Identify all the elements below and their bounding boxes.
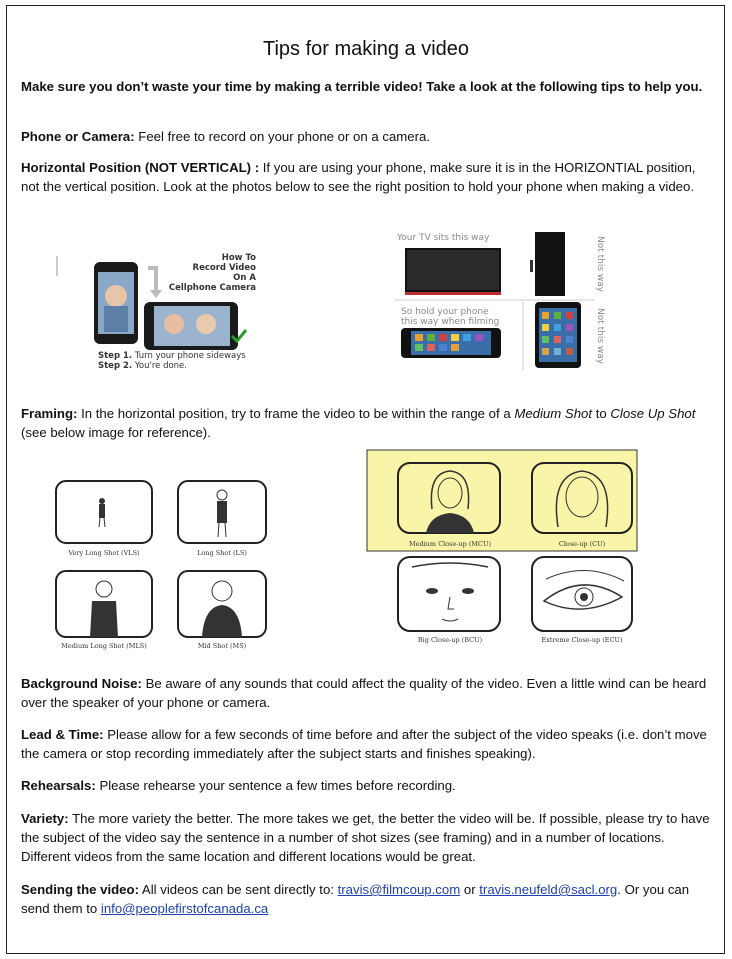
variety-label: Variety: [21, 811, 69, 826]
lead-time-label: Lead & Time: [21, 727, 104, 742]
caption-mcu: Medium Close-up (MCU) [408, 540, 492, 548]
how-to-line-3: On A [233, 273, 256, 283]
background-noise-label: Background Noise: [21, 676, 142, 691]
horizontal-text: If you are using your phone, make sure it is in the HORIZONTIAL position, not the vertical position. Look at the photos below to see the right position to hold your phone when making a video. [21, 160, 696, 194]
email-link-peoplefirst[interactable]: info@peoplefirstofcanada.ca [100, 901, 269, 916]
caption-ecu: Extreme Close-up (ECU) [541, 636, 623, 644]
sending-text-2: or [460, 882, 480, 897]
shot-sizes-image-right [366, 449, 640, 654]
sending-text-1: All videos can be sent directly to: [138, 882, 338, 897]
how-to-line-2: Record Video [192, 263, 256, 273]
step2-text: You're done. [134, 361, 187, 371]
shot-sizes-image-left [52, 477, 270, 657]
caption-cu: Close-up (CU) [558, 540, 606, 548]
phone-or-camera-label: Phone or Camera: [21, 129, 135, 144]
not-this-way-phone: Not this way [595, 308, 605, 365]
sending-label: Sending the video: [21, 882, 139, 897]
variety-text: The more variety the better. The more takes we get, the better the video will be. If possible, please try to have the subject of the video say the sentence in a number of shot sizes (see framing) and in a number of locations. Different videos from the same location and different locations would be great. [21, 811, 710, 864]
background-noise-text: Be aware of any sounds that could affect the quality of the video. Even a little wind can be heard over the speaker of your phone or camera. [21, 676, 707, 710]
intro-paragraph: Make sure you don’t waste your time by making a terrible video! Take a look at the following tips to help you. [21, 79, 703, 94]
caption-vls: Very Long Shot (VLS) [68, 549, 140, 557]
phone-or-camera-text: Feel free to record on your phone or on a camera. [134, 129, 431, 144]
rehearsals-label: Rehearsals: [21, 778, 96, 793]
lead-time-paragraph [21, 725, 713, 763]
phone-caption-1: So hold your phone [401, 307, 489, 317]
step1-text: Turn your phone sideways [134, 351, 246, 361]
svg-text:Step 2. You're done. [98, 361, 187, 371]
caption-bcu: Big Close-up (BCU) [417, 636, 483, 644]
caption-mls: Medium Long Shot (MLS) [61, 642, 147, 650]
framing-text-3: (see below image for reference). [21, 425, 211, 440]
recommended-shots-highlight [367, 450, 637, 551]
email-link-filmcoup[interactable]: travis@filmcoup.com [337, 882, 461, 897]
phone-or-camera-paragraph [21, 127, 713, 146]
caption-ls: Long Shot (LS) [197, 549, 247, 557]
lead-time-text: Please allow for a few seconds of time before and after the subject of the video speaks (i.e. don’t move the camera or stop recording immediately after the subject starts and finishes speaking). [21, 727, 707, 761]
horizontal-label: Horizontal Position (NOT VERTICAL) : [21, 160, 260, 175]
framing-text-2: to [592, 406, 611, 421]
phone-caption-2: this way when filming [401, 317, 500, 327]
framing-label: Framing: [21, 406, 78, 421]
email-link-sacl[interactable]: travis.neufeld@sacl.org [479, 882, 618, 897]
page-title: Tips for making a video [262, 38, 469, 60]
rehearsals-paragraph [21, 776, 713, 795]
step2-label: Step 2. [98, 361, 133, 371]
rehearsals-text: Please rehearse your sentence a few times before recording. [95, 778, 456, 793]
framing-text-1: In the horizontal position, try to frame the video to be within the range of a [77, 406, 515, 421]
step1-label: Step 1. [98, 351, 133, 361]
background-noise-paragraph [21, 674, 713, 712]
how-to-line-1: How To [221, 253, 256, 263]
sending-text-3: . Or you can send them to [21, 882, 690, 916]
how-to-line-4: Cellphone Camera [168, 283, 256, 293]
svg-text:Step 1. Turn your phone sidewa [98, 351, 246, 361]
framing-paragraph [21, 404, 713, 442]
sending-paragraph [21, 880, 713, 918]
tv-caption: Your TV sits this way [397, 233, 490, 243]
horizontal-paragraph [21, 158, 713, 196]
not-this-way-tv: Not this way [595, 236, 605, 293]
caption-ms: Mid Shot (MS) [197, 642, 247, 650]
variety-paragraph [21, 809, 713, 866]
tv-orientation-image [395, 228, 615, 370]
framing-em-close-up: Close Up Shot [610, 406, 696, 421]
framing-em-medium-shot: Medium Shot [514, 406, 593, 421]
how-to-record-image [56, 244, 266, 372]
